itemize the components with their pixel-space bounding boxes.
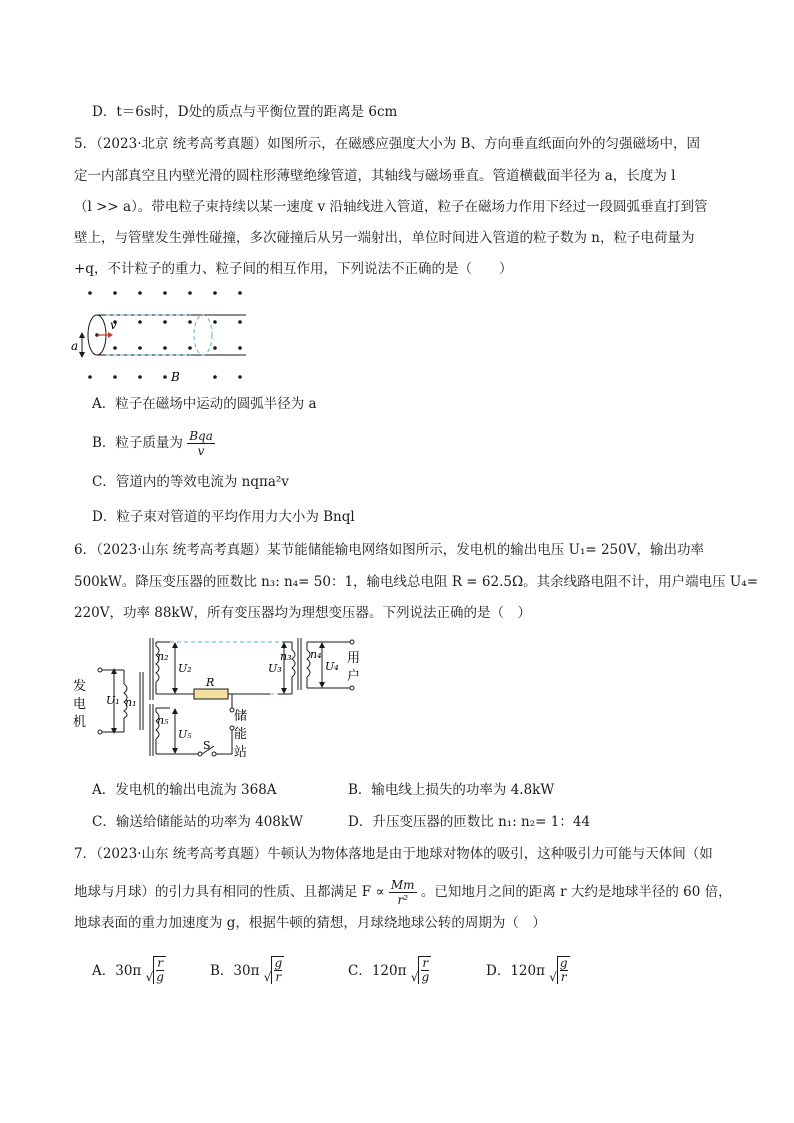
label-v: v bbox=[110, 318, 117, 332]
sqrt-expression: √ $\frac{r}{g}$ bbox=[410, 956, 430, 984]
sqrt-expression: √ $\frac{g}{r}$ bbox=[263, 956, 283, 984]
q7-stem-line-2-a: 地球与月球）的引力具有相同的性质、且都满足 F ∝ bbox=[74, 884, 385, 900]
fraction-denominator: r² bbox=[397, 893, 408, 907]
label-U4: U₄ bbox=[325, 660, 339, 673]
label-n2: n₂ bbox=[157, 650, 169, 663]
q6-transmission-circuit-figure bbox=[70, 632, 370, 770]
label-B: B bbox=[171, 370, 180, 384]
label-U3: U₃ bbox=[268, 662, 282, 675]
q7-stem-line-2-b: 。已知地月之间的距离 r 大约是地球半径的 60 倍， bbox=[420, 884, 732, 900]
sqrt-numerator: g bbox=[274, 956, 283, 970]
fraction-numerator: Bqa bbox=[189, 429, 213, 443]
q5-option-d: D．粒子束对管道的平均作用力大小为 Bnql bbox=[92, 509, 355, 525]
q7-stem-line-3: 地球表面的重力加速度为 g，根据牛顿的猜想，月球绕地球公转的周期为（ ） bbox=[74, 915, 546, 931]
label-n3: n₃ bbox=[280, 650, 292, 663]
label-generator-2: 电 bbox=[73, 697, 87, 712]
q5-stem-line-5: +q，不计粒子的重力、粒子间的相互作用，下列说法不正确的是（ ） bbox=[74, 261, 513, 277]
q7-option-c bbox=[348, 956, 431, 987]
q5-option-b-text: B．粒子质量为 bbox=[92, 435, 183, 451]
option-label: B． bbox=[210, 963, 234, 979]
q7-option-a bbox=[92, 956, 166, 987]
label-storage-1: 储 bbox=[234, 709, 248, 724]
q6-stem-line-1: 6．（2023·山东 统考高考真题）某节能储能输电网络如图所示，发电机的输出电压 U₁= 250V，输出功率 bbox=[74, 542, 704, 558]
label-user-2: 户 bbox=[347, 669, 361, 684]
sqrt-numerator: g bbox=[559, 956, 568, 970]
option-coef: 120π bbox=[371, 963, 407, 979]
q6-option-a: A．发电机的输出电流为 368A bbox=[92, 782, 277, 798]
sqrt-expression: √ $\frac{g}{r}$ bbox=[549, 956, 568, 984]
option-coef: 30π bbox=[233, 963, 260, 979]
sqrt-denominator: g bbox=[156, 970, 164, 984]
q5-magnetic-field-figure bbox=[66, 282, 256, 387]
label-generator-3: 机 bbox=[73, 715, 87, 730]
option-label: D． bbox=[486, 963, 511, 979]
label-n1: n₁ bbox=[125, 696, 137, 709]
q7-stem-line-1: 7．（2023·山东 统考高考真题）牛顿认为物体落地是由于地球对物体的吸引，这种吸引力可能与天体间（如 bbox=[74, 846, 713, 862]
q5-stem-line-3: （l >> a）。带电粒子束持续以某一速度 v 沿轴线进入管道，粒子在磁场力作用下经过一段圆弧垂直打到管 bbox=[74, 199, 708, 215]
q6-stem-line-3: 220V，功率 88kW，所有变压器均为理想变压器。下列说法正确的是（ ） bbox=[74, 605, 532, 621]
sqrt-numerator: r bbox=[422, 956, 429, 970]
sqrt-denominator: g bbox=[421, 970, 430, 984]
label-R: R bbox=[206, 676, 215, 689]
label-storage-3: 站 bbox=[234, 745, 248, 760]
q5-option-b-fraction bbox=[187, 429, 215, 458]
q7-option-b bbox=[210, 956, 284, 987]
label-storage-2: 能 bbox=[234, 727, 248, 742]
sqrt-denominator: r bbox=[275, 970, 282, 984]
label-n5: n₅ bbox=[157, 714, 169, 727]
label-U5: U₅ bbox=[178, 728, 192, 741]
q6-option-b: B．输电线上损失的功率为 4.8kW bbox=[348, 782, 555, 798]
label-a: a bbox=[71, 339, 79, 353]
sqrt-denominator: r bbox=[560, 970, 567, 984]
q5-stem-line-2: 定一内部真空且内壁光滑的圆柱形薄壁绝缘管道，其轴线与磁场垂直。管道横截面半径为 a，长度为 l bbox=[74, 168, 676, 184]
label-U2: U₂ bbox=[178, 662, 192, 675]
q4-option-d: D．t＝6s时，D处的质点与平衡位置的距离是 6cm bbox=[92, 104, 398, 120]
q7-option-d bbox=[486, 956, 570, 987]
resistor-R bbox=[194, 689, 228, 699]
fraction-denominator: v bbox=[197, 444, 205, 458]
q5-option-c: C．管道内的等效电流为 nqπa²v bbox=[92, 474, 289, 490]
option-label: A． bbox=[92, 963, 116, 979]
option-label: C． bbox=[348, 963, 372, 979]
option-coef: 120π bbox=[510, 963, 545, 979]
q5-stem-line-1: 5．（2023·北京 统考高考真题）如图所示，在磁感应强度大小为 B、方向垂直纸面向外的匀强磁场中，固 bbox=[74, 136, 700, 152]
label-user-1: 用 bbox=[347, 651, 361, 666]
q7-gravity-fraction bbox=[389, 878, 417, 907]
sqrt-numerator: r bbox=[157, 956, 163, 970]
label-generator-1: 发 bbox=[73, 679, 87, 694]
fraction-numerator: Mm bbox=[390, 878, 415, 892]
label-S: S bbox=[203, 739, 211, 752]
q5-option-b bbox=[92, 429, 215, 458]
q5-option-a: A．粒子在磁场中运动的圆弧半径为 a bbox=[92, 396, 317, 412]
q6-option-c: C．输送给储能站的功率为 408kW bbox=[92, 814, 303, 830]
q7-stem-line-2 bbox=[74, 878, 732, 907]
q5-stem-line-4: 壁上，与管壁发生弹性碰撞，多次碰撞后从另一端射出，单位时间进入管道的粒子数为 n，粒子电荷量为 bbox=[74, 230, 695, 246]
sqrt-expression: √ $\frac{r}{g}$ bbox=[145, 956, 164, 984]
q6-option-d: D．升压变压器的匝数比 n₁: n₂= 1：44 bbox=[348, 814, 591, 830]
label-U1: U₁ bbox=[106, 694, 120, 707]
label-n4: n₄ bbox=[310, 648, 322, 661]
option-coef: 30π bbox=[115, 963, 142, 979]
q6-stem-line-2: 500kW。降压变压器的匝数比 n₃: n₄= 50：1，输电线总电阻 R = 62.5Ω。其余线路电阻不计，用户端电压 U₄= bbox=[74, 574, 759, 590]
